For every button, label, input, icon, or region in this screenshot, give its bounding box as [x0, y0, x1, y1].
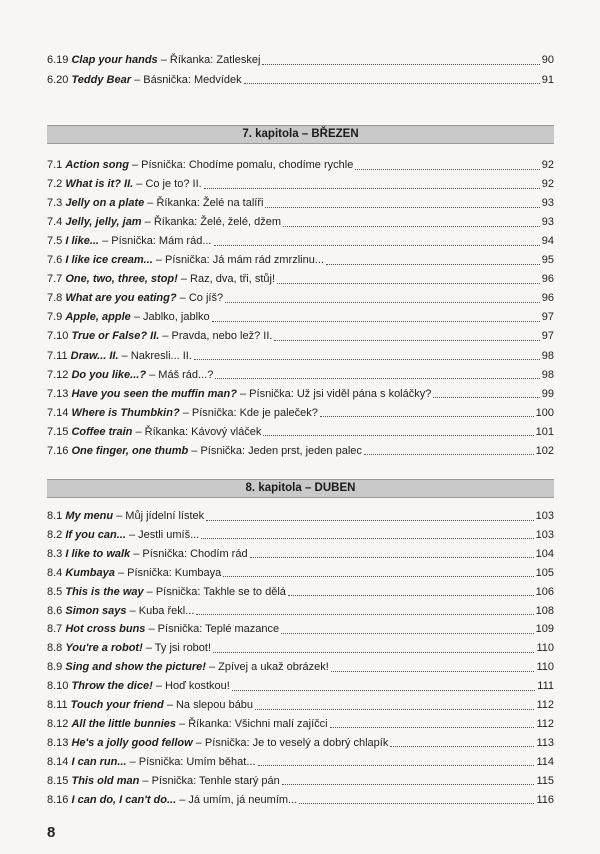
entry-title: This is the way: [65, 585, 144, 598]
entry-title: I like ice cream...: [65, 254, 153, 267]
entry-page-number: 97: [541, 330, 554, 343]
entry-number: 7.10: [47, 330, 69, 343]
entry-title: All the little bunnies: [71, 717, 176, 730]
toc-entry: [47, 583, 554, 601]
dot-leader: [215, 378, 539, 379]
dot-leader: [225, 302, 540, 303]
entry-title: My menu: [65, 510, 114, 522]
dot-leader: [262, 64, 539, 65]
entry-page-number: 90: [541, 54, 554, 66]
dot-leader: [213, 652, 534, 653]
entry-subtitle: – Hoď kostkou!: [155, 680, 230, 693]
entry-title: Have you seen the muffin man?: [71, 387, 237, 400]
entry-number: 7.6: [47, 254, 63, 267]
dot-leader: [330, 727, 535, 728]
dot-leader: [263, 435, 533, 436]
entry-subtitle: – Písnička: Tenhle starý pán: [142, 774, 280, 787]
toc-entry: [47, 289, 554, 307]
toc-entry: [47, 366, 554, 384]
toc-entry: [47, 526, 554, 544]
dot-leader: [331, 671, 535, 672]
dot-leader: [326, 264, 540, 265]
entry-page-number: 102: [535, 444, 554, 457]
entry-page-number: 98: [541, 368, 554, 381]
dot-leader: [204, 188, 540, 189]
toc-entry: [47, 232, 554, 250]
entry-title: He's a jolly good fellow: [71, 736, 193, 749]
entry-title: Do you like...?: [71, 368, 147, 381]
dot-leader: [214, 245, 540, 246]
dot-leader: [244, 83, 540, 84]
entry-page-number: 95: [541, 254, 554, 267]
entry-subtitle: – Zpívej a ukaž obrázek!: [208, 661, 329, 674]
entry-subtitle: – Jablko, jablko: [133, 311, 210, 324]
entry-page-number: 112: [536, 717, 554, 730]
entry-title: Kumbaya: [65, 566, 115, 579]
entry-number: 7.4: [47, 216, 63, 229]
dot-leader: [212, 321, 540, 322]
entry-subtitle: – Můj jídelní lístek: [116, 510, 205, 522]
entry-number: 8.8: [47, 642, 63, 655]
chapter-8-heading: 8. kapitola – DUBEN: [47, 479, 554, 498]
entry-subtitle: – Písnička: Chodím rád: [133, 547, 248, 560]
entry-subtitle: – Nakresli... II.: [121, 349, 192, 362]
toc-entry: [47, 308, 554, 326]
entry-page-number: 106: [535, 585, 554, 598]
entry-number: 8.16: [47, 793, 69, 806]
toc-entry: [47, 213, 554, 231]
entry-number: 8.5: [47, 585, 63, 598]
entry-page-number: 97: [541, 311, 554, 324]
toc-entry: [47, 696, 554, 714]
entry-subtitle: – Písnička: Takhle se to dělá: [146, 585, 286, 598]
dot-leader: [250, 557, 534, 558]
dot-leader: [223, 576, 533, 577]
dot-leader: [277, 283, 540, 284]
entry-number: 7.7: [47, 273, 63, 286]
entry-number: 8.11: [47, 699, 68, 711]
entry-title: What are you eating?: [65, 292, 177, 305]
dot-leader: [364, 454, 534, 455]
toc-entry: [47, 51, 554, 69]
entry-subtitle: – Říkanka: Želé na talíři: [147, 197, 264, 210]
entry-page-number: 116: [536, 793, 554, 806]
entry-number: 8.10: [47, 680, 69, 693]
toc-entry: [47, 791, 554, 809]
entry-subtitle: – Kuba řekl...: [129, 604, 195, 617]
entry-page-number: 93: [541, 197, 554, 210]
entry-page-number: 94: [541, 235, 554, 248]
dot-leader: [320, 416, 534, 417]
toc-entry: [47, 507, 554, 525]
entry-page-number: 96: [541, 273, 554, 286]
entry-subtitle: – Co jíš?: [179, 292, 224, 305]
toc-entry: [47, 658, 554, 676]
entry-page-number: 100: [535, 406, 554, 419]
dot-leader: [433, 397, 539, 398]
entry-subtitle: – Písnička: Kumbaya: [117, 566, 222, 579]
entry-subtitle: – Máš rád...?: [149, 368, 214, 381]
entry-subtitle: – Říkanka: Kávový vláček: [135, 425, 262, 438]
toc-entry: [47, 545, 554, 563]
entry-title: Teddy Bear: [71, 73, 131, 86]
toc-entry: [47, 564, 554, 582]
toc-entry: [47, 327, 554, 345]
entry-number: 8.2: [47, 528, 63, 541]
entry-number: 6.19: [47, 54, 69, 66]
toc-entry: [47, 251, 554, 269]
entry-page-number: 114: [536, 755, 554, 768]
entry-page-number: 110: [536, 661, 554, 674]
entry-subtitle: – Říkanka: Všichni malí zajíčci: [179, 717, 328, 730]
dot-leader: [258, 765, 535, 766]
dot-leader: [206, 520, 533, 521]
entry-number: 7.2: [47, 178, 63, 191]
toc-entry: [47, 620, 554, 638]
entry-page-number: 92: [541, 159, 554, 171]
entry-number: 7.3: [47, 197, 63, 210]
entry-title: Throw the dice!: [71, 680, 153, 693]
entry-subtitle: – Říkanka: Zatleskej: [160, 54, 261, 66]
entry-page-number: 113: [536, 736, 554, 749]
entry-subtitle: – Písnička: Je to veselý a dobrý chlapík: [195, 736, 389, 749]
page-number: 8: [47, 824, 56, 841]
entry-number: 7.13: [47, 387, 69, 400]
entry-title: You're a robot!: [65, 642, 143, 655]
toc-entry: [47, 772, 554, 790]
entry-title: Action song: [65, 159, 129, 171]
entry-title: If you can...: [65, 528, 126, 541]
entry-number: 8.6: [47, 604, 63, 617]
dot-leader: [265, 207, 539, 208]
entry-title: This old man: [71, 774, 140, 787]
chapter-7-heading: 7. kapitola – BŘEZEN: [47, 125, 554, 144]
entry-subtitle: – Raz, dva, tři, stůj!: [180, 273, 276, 286]
entry-subtitle: – Básnička: Medvídek: [134, 73, 242, 86]
entry-number: 7.15: [47, 425, 69, 438]
entry-number: 8.3: [47, 547, 63, 560]
entry-title: What is it? II.: [65, 178, 134, 191]
toc-entry: [47, 175, 554, 193]
entry-page-number: 99: [541, 387, 554, 400]
entry-number: 8.7: [47, 623, 63, 636]
dot-leader: [288, 595, 534, 596]
entry-page-number: 111: [537, 680, 554, 693]
toc-entry: [47, 385, 554, 403]
entry-subtitle: – Písnička: Už jsi viděl pána s koláčky?: [240, 387, 432, 400]
toc-entry: [47, 423, 554, 441]
entry-number: 7.5: [47, 235, 63, 248]
entry-page-number: 115: [536, 774, 554, 787]
toc-entry: [47, 602, 554, 620]
entry-subtitle: – Písnička: Teplé mazance: [148, 623, 280, 636]
entry-number: 7.11: [47, 349, 68, 362]
entry-subtitle: – Na slepou bábu: [166, 699, 254, 711]
toc-entry: [47, 442, 554, 460]
dot-leader: [355, 169, 539, 170]
toc-entry: [47, 71, 554, 89]
dot-leader: [196, 614, 533, 615]
entry-title: Coffee train: [71, 425, 133, 438]
dot-leader: [194, 359, 540, 360]
entry-page-number: 101: [535, 425, 554, 438]
dot-leader: [299, 803, 534, 804]
entry-page-number: 103: [535, 510, 554, 522]
entry-number: 8.13: [47, 736, 69, 749]
entry-title: Sing and show the picture!: [65, 661, 206, 674]
entry-number: 7.8: [47, 292, 63, 305]
entry-title: I can do, I can't do...: [71, 793, 177, 806]
entry-number: 8.9: [47, 661, 63, 674]
dot-leader: [281, 633, 533, 634]
toc-entry: [47, 270, 554, 288]
entry-page-number: 98: [541, 349, 554, 362]
entry-subtitle: – Já umím, já neumím...: [179, 793, 298, 806]
entry-page-number: 91: [541, 73, 554, 86]
entry-subtitle: – Říkanka: Želé, želé, džem: [144, 216, 281, 229]
toc-entry: [47, 677, 554, 695]
dot-leader: [232, 690, 535, 691]
entry-number: 8.4: [47, 566, 63, 579]
entry-title: Draw... II.: [70, 349, 119, 362]
entry-number: 7.1: [47, 159, 63, 171]
entry-number: 6.20: [47, 73, 69, 86]
entry-subtitle: – Písnička: Já mám rád zmrzlinu...: [155, 254, 324, 267]
entry-page-number: 109: [535, 623, 554, 636]
toc-entry: [47, 194, 554, 212]
entry-subtitle: – Co je to? II.: [136, 178, 202, 191]
entry-number: 7.12: [47, 368, 69, 381]
entry-page-number: 108: [535, 604, 554, 617]
entry-title: Jelly, jelly, jam: [65, 216, 142, 229]
toc-entry: [47, 639, 554, 657]
toc-entry: [47, 156, 554, 174]
entry-page-number: 110: [536, 642, 554, 655]
entry-title: Hot cross buns: [65, 623, 146, 636]
entry-title: One finger, one thumb: [71, 444, 189, 457]
toc-entry: [47, 347, 554, 365]
entry-page-number: 93: [541, 216, 554, 229]
entry-subtitle: – Písnička: Mám rád...: [102, 235, 212, 248]
dot-leader: [282, 784, 535, 785]
entry-title: True or False? II.: [71, 330, 160, 343]
entry-title: I like...: [65, 235, 99, 248]
entry-subtitle: – Pravda, nebo lež? II.: [162, 330, 273, 343]
entry-title: Touch your friend: [70, 699, 164, 711]
entry-title: I can run...: [71, 755, 127, 768]
entry-title: Where is Thumbkin?: [71, 406, 180, 419]
entry-title: Simon says: [65, 604, 127, 617]
dot-leader: [274, 340, 539, 341]
entry-subtitle: – Písnička: Jeden prst, jeden palec: [191, 444, 362, 457]
toc-entry: [47, 753, 554, 771]
entry-number: 7.16: [47, 444, 69, 457]
dot-leader: [201, 538, 533, 539]
entry-title: Apple, apple: [65, 311, 131, 324]
entry-subtitle: – Písnička: Umím běhat...: [129, 755, 256, 768]
entry-subtitle: – Písnička: Chodíme pomalu, chodíme rychle: [131, 159, 354, 171]
entry-subtitle: – Písnička: Kde je paleček?: [182, 406, 318, 419]
dot-leader: [283, 226, 540, 227]
entry-title: I like to walk: [65, 547, 131, 560]
toc-entry: [47, 715, 554, 733]
entry-page-number: 112: [536, 699, 554, 711]
entry-page-number: 103: [535, 528, 554, 541]
entry-number: 7.14: [47, 406, 69, 419]
dot-leader: [255, 709, 534, 710]
toc-entry: [47, 734, 554, 752]
entry-page-number: 92: [541, 178, 554, 191]
entry-title: Jelly on a plate: [65, 197, 145, 210]
entry-number: 7.9: [47, 311, 63, 324]
entry-subtitle: – Jestli umíš...: [128, 528, 200, 541]
dot-leader: [390, 746, 534, 747]
entry-page-number: 96: [541, 292, 554, 305]
entry-number: 8.12: [47, 717, 69, 730]
entry-page-number: 105: [535, 566, 554, 579]
entry-title: One, two, three, stop!: [65, 273, 178, 286]
entry-subtitle: – Ty jsi robot!: [145, 642, 212, 655]
entry-number: 8.14: [47, 755, 69, 768]
entry-page-number: 104: [535, 547, 554, 560]
entry-number: 8.15: [47, 774, 69, 787]
entry-number: 8.1: [47, 510, 63, 522]
toc-entry: [47, 404, 554, 422]
entry-title: Clap your hands: [71, 54, 158, 66]
